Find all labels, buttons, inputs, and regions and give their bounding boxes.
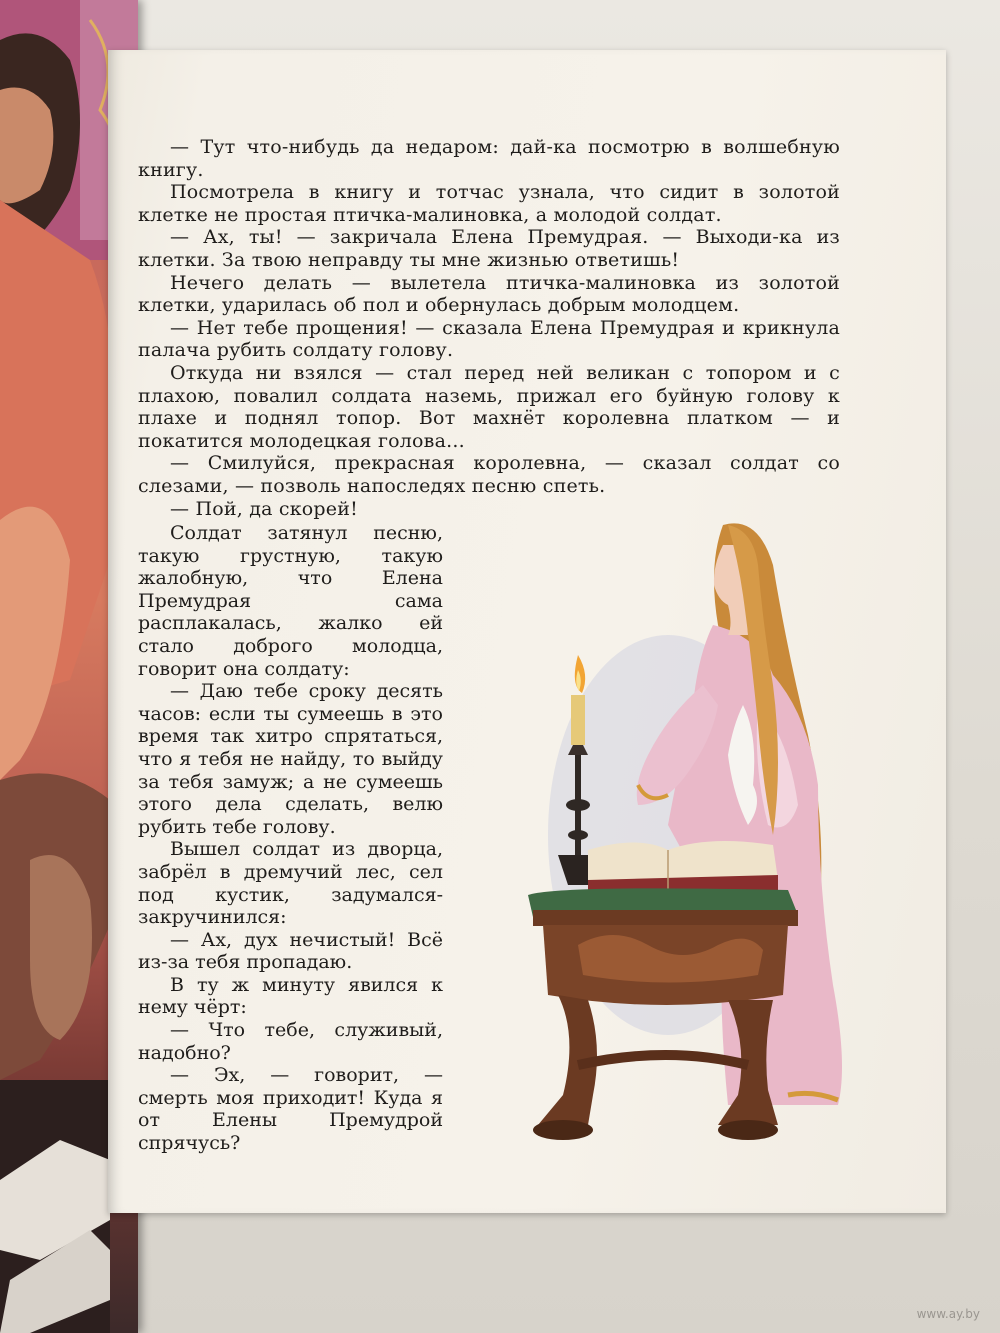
paragraph: — Пой, да скорей! <box>170 497 358 520</box>
text-beside-illustration <box>138 522 443 1155</box>
paragraph: Нечего делать — вылетела птичка-малиновка из золотой клетки, ударилась об пол и обернулась добрым молодцем. <box>138 271 840 317</box>
main-text <box>138 136 840 520</box>
princess-at-table-icon <box>518 505 848 1155</box>
paragraph: — Ах, дух нечистый! Всё из-за тебя пропадаю. <box>138 928 443 974</box>
princess-illustration <box>518 505 848 1155</box>
paragraph: Вышел солдат из дворца, забрёл в дремучий лес, сел под кустик, задумался-закручинился: <box>138 838 443 929</box>
paragraph: — Нет тебе прощения! — сказала Елена Премудрая и крикнула палача рубить солдату голову. <box>138 316 840 362</box>
paragraph: — Тут что-нибудь да недаром: дай-ка посмотрю в волшебную книгу. <box>138 136 840 181</box>
paragraph: Посмотрела в книгу и тотчас узнала, что сидит в золотой клетке не простая птичка-малиновка, а молодой солдат. <box>138 181 840 226</box>
paragraph: — Ах, ты! — закричала Елена Премудрая. — Выходи-ка из клетки. За твою неправду ты мне жизнью ответишь! <box>138 226 840 271</box>
paragraph: — Смилуйся, прекрасная королевна, — сказал солдат со слезами, — позволь напоследях песню спеть. <box>138 452 840 497</box>
paragraph: — Что тебе, служивый, надобно? <box>138 1019 443 1064</box>
paragraph: В ту ж минуту явился к нему чёрт: <box>138 973 443 1019</box>
paragraph: Откуда ни взялся — стал перед ней великан с топором и с плахою, повалил солдата наземь, прижал его буйную голову к плахе и поднял топор. Вот махнёт королевна платком — и покатится молодецкая голова... <box>138 361 840 452</box>
paragraph: — Эх, — говорит, — смерть моя приходит! Куда я от Елены Премудрой спрячусь? <box>138 1064 443 1155</box>
watermark: www.ay.by <box>916 1307 980 1321</box>
paragraph: Солдат затянул песню, такую грустную, такую жалобную, что Елена Премудрая сама расплакалась, жалко ей стало доброго молодца, говорит она солдату: <box>138 522 443 680</box>
paragraph: — Даю тебе сроку десять часов: если ты сумеешь в это время так хитро спрятаться, что я тебя не найду, то выйду за тебя замуж; а не сумеешь этого дела сделать, велю рубить тебе голову. <box>138 680 443 838</box>
book-page <box>108 50 946 1213</box>
